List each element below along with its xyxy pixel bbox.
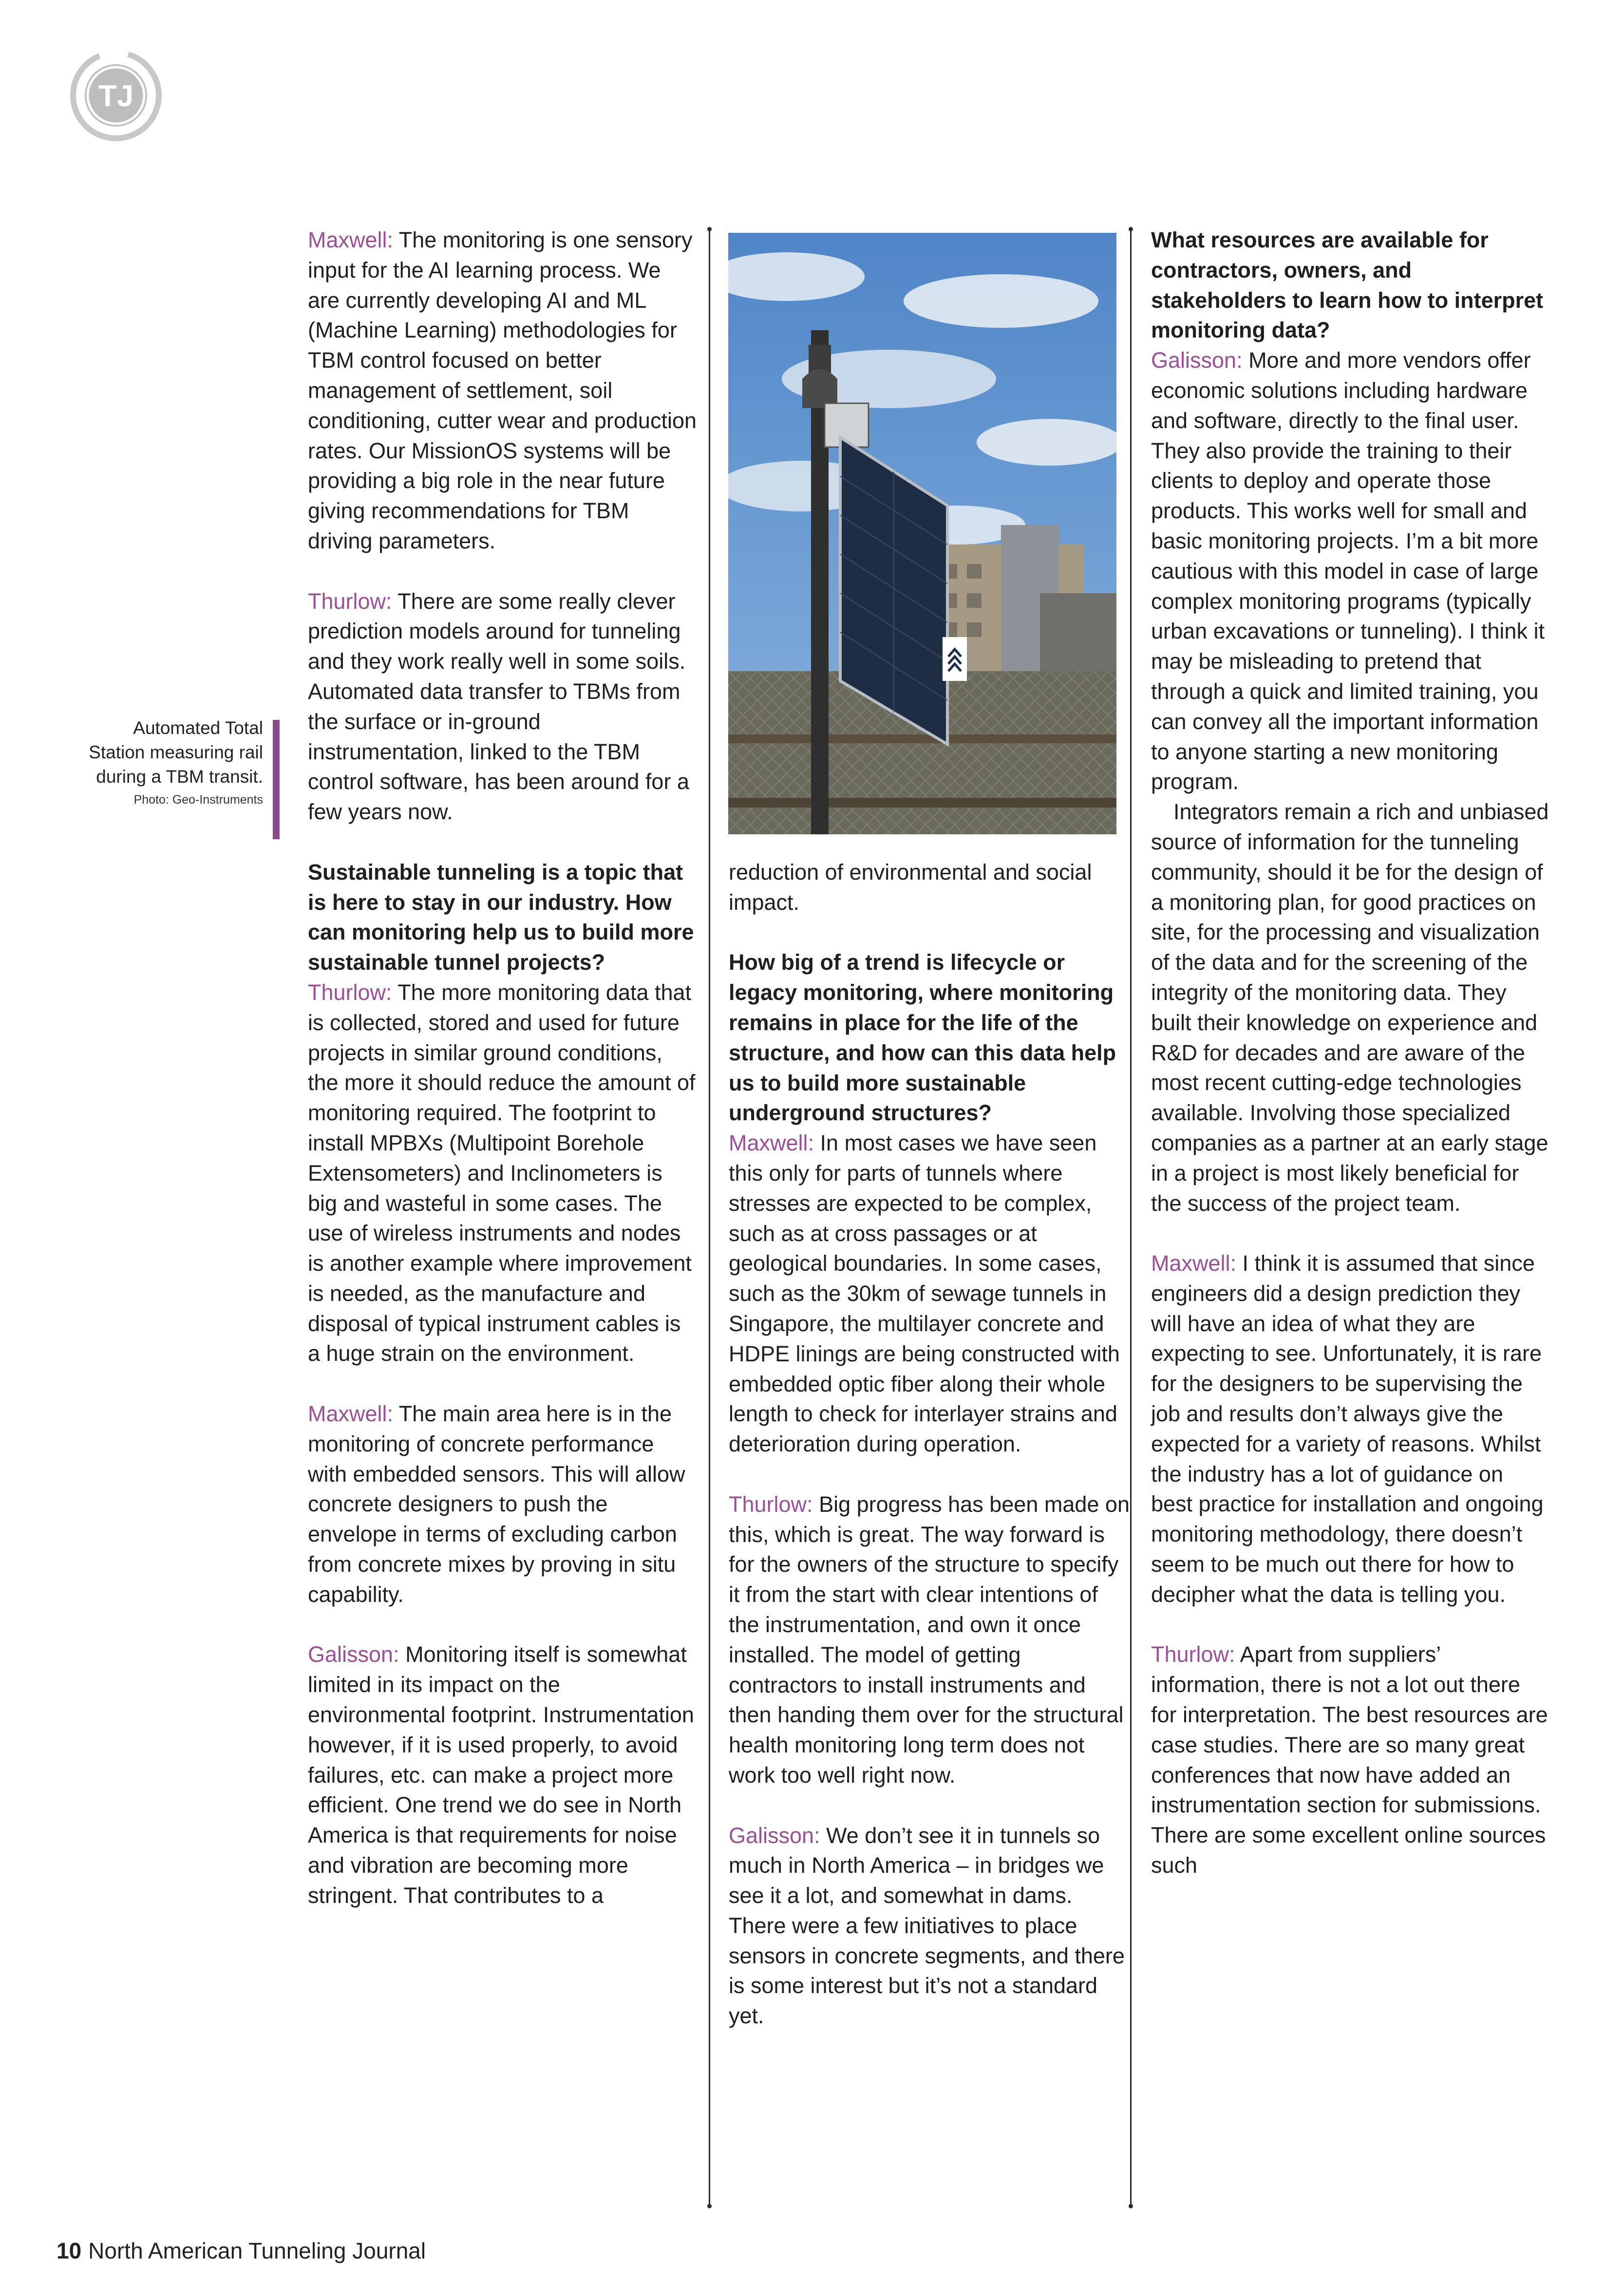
interview-question: What resources are available for contractors, owners, and stakeholders to learn how to interpret monitoring data?	[1151, 227, 1544, 343]
page-footer	[57, 2238, 426, 2264]
paragraph-text: In most cases we have seen this only for parts of tunnels where stresses are expected to be complex, such as at cross passages or at geological boundaries. In some cases, such as the 30km of sewage tunnels in Singapore, the multilayer concrete and HDPE linings are being constructed with embedded optic fiber along their whole length to check for interlayer strains and deterioration during operation.	[729, 1130, 1120, 1457]
paragraph-text: Big progress has been made on this, which is great. The way forward is for the owners of the structure to specify it from the start with clear intentions of the instrumentation, and own it once installed. The model of getting contractors to install instruments and then handing them over for the structural health monitoring long term does not work too well right now.	[729, 1491, 1130, 1788]
paragraph	[308, 586, 698, 827]
logo-text: TJ	[98, 79, 134, 113]
paragraph	[1151, 345, 1550, 797]
paragraph	[729, 1821, 1133, 2032]
paragraph-text: I think it is assumed that since engineers did a design prediction they will have an idea of what they are expecting to see. Unfortunately, it is rare for the designers to be supervising the job and results don’t always give the expected for a variety of reasons. Whilst the industry has a lot of guidance on best practice for installation and ongoing monitoring methodology, there doesn’t seem to be much out there for how to decipher what the data is telling you.	[1151, 1251, 1544, 1607]
column-1	[308, 225, 698, 1940]
speaker-label: Thurlow:	[1151, 1642, 1235, 1667]
paragraph: reduction of environmental and social impact.	[729, 860, 1092, 915]
paragraph	[308, 1399, 698, 1610]
caption-text: Automated Total Station measuring rail during a TBM transit.	[89, 718, 263, 787]
paragraph	[729, 1489, 1133, 1790]
paragraph: Integrators remain a rich and unbiased source of information for the tunneling community, should it be for the design of a monitoring plan, for good practices on site, for the processing and visualization of the data and for the screening of the integrity of the monitoring data. They built their knowledge on experience and R&D for decades and are aware of the most recent cutting-edge technologies available. Involving those specialized companies as a partner at an early stage in a project is most likely beneficial for the success of the project team.	[1151, 799, 1549, 1216]
interview-question: Sustainable tunneling is a topic that is here to stay in our industry. How can monitoring help us to build more sustainable tunnel projects?	[308, 859, 694, 975]
paragraph	[729, 1128, 1133, 1459]
paragraph	[1151, 1248, 1550, 1610]
journal-name: North American Tunneling Journal	[88, 2238, 426, 2263]
speaker-label: Maxwell:	[308, 227, 394, 252]
paragraph	[308, 225, 698, 556]
column-3	[1151, 225, 1550, 1911]
column-2	[729, 857, 1133, 2061]
speaker-label: Maxwell:	[729, 1130, 814, 1156]
paragraph-text: We don’t see it in tunnels so much in North America – in bridges we see it a lot, and somewhat in dams. There were a few initiatives to place sensors in concrete segments, and there is some interest but it’s not a standard yet.	[729, 1823, 1125, 2029]
paragraph-text: Monitoring itself is somewhat limited in its impact on the environmental footprint. Instrumentation however, if it is used properly, to avoid failures, etc. can make a project more efficient. One trend we do see in North America is that requirements for noise and vibration are becoming more stringent. That contributes to a	[308, 1642, 694, 1908]
paragraph	[1151, 1639, 1550, 1880]
caption-accent-bar	[273, 720, 280, 839]
column-rule-left	[709, 229, 710, 2206]
speaker-label: Galisson:	[729, 1823, 820, 1848]
paragraph-text: Apart from suppliers’ information, there is not a lot out there for interpretation. The best resources are case studies. There are so many great conferences that now have added an instrumentation section for submissions. There are some excellent online sources such	[1151, 1642, 1548, 1878]
paragraph-text: The more monitoring data that is collected, stored and used for future projects in similar ground conditions, the more it should reduce the amount of monitoring required. The footprint to install MPBXs (Multipoint Borehole Extensometers) and Inclinometers is big and wasteful in some cases. The use of wireless instruments and nodes is another example where improvement is needed, as the manufacture and disposal of typical instrument cables is a huge strain on the environment.	[308, 979, 696, 1366]
speaker-label: Maxwell:	[308, 1401, 394, 1427]
speaker-label: Galisson:	[1151, 348, 1243, 373]
paragraph-text: The main area here is in the monitoring of concrete performance with embedded sensors. This will allow concrete designers to push the envelope in terms of excluding carbon from concrete mixes by proving in situ capability.	[308, 1401, 685, 1607]
paragraph-text: There are some really clever prediction models around for tunneling and they work really well in some soils. Automated data transfer to TBMs from the surface or in-ground instrumentation, linked to the TBM control software, has been around for a few years now.	[308, 588, 689, 825]
caption-credit: Photo: Geo-Instruments	[133, 793, 263, 807]
paragraph-text: The monitoring is one sensory input for the AI learning process. We are currently developing AI and ML (Machine Learning) methodologies for TBM control focused on better management of settlement, soil conditioning, cutter wear and production rates. Our MissionOS systems will be providing a big role in the near future giving recommendations for TBM driving parameters.	[308, 227, 697, 553]
paragraph	[308, 978, 698, 1369]
photo-caption	[88, 716, 263, 810]
speaker-label: Thurlow:	[729, 1491, 813, 1517]
paragraph-text: More and more vendors offer economic solutions including hardware and software, directly to the final user. They also provide the training to their clients to deploy and operate those products. This works well for small and basic monitoring projects. I’m a bit more cautious with this model in case of large complex monitoring programs (typically urban excavations or tunneling). I think it may be misleading to pretend that through a quick and limited training, you can convey all the important information to anyone starting a new monitoring program.	[1151, 348, 1545, 794]
speaker-label: Thurlow:	[308, 979, 392, 1005]
speaker-label: Maxwell:	[1151, 1251, 1237, 1276]
speaker-label: Thurlow:	[308, 588, 392, 614]
page-number: 10	[57, 2238, 82, 2263]
paragraph	[308, 1639, 698, 1910]
monitoring-solar-panel-photo	[728, 233, 1116, 834]
interview-question: How big of a trend is lifecycle or legacy monitoring, where monitoring remains in place for the life of the structure, and how can this data help us to build more sustainable underground structures?	[729, 950, 1116, 1126]
speaker-label: Galisson:	[308, 1642, 399, 1667]
tunneling-journal-logo-icon	[67, 47, 165, 144]
